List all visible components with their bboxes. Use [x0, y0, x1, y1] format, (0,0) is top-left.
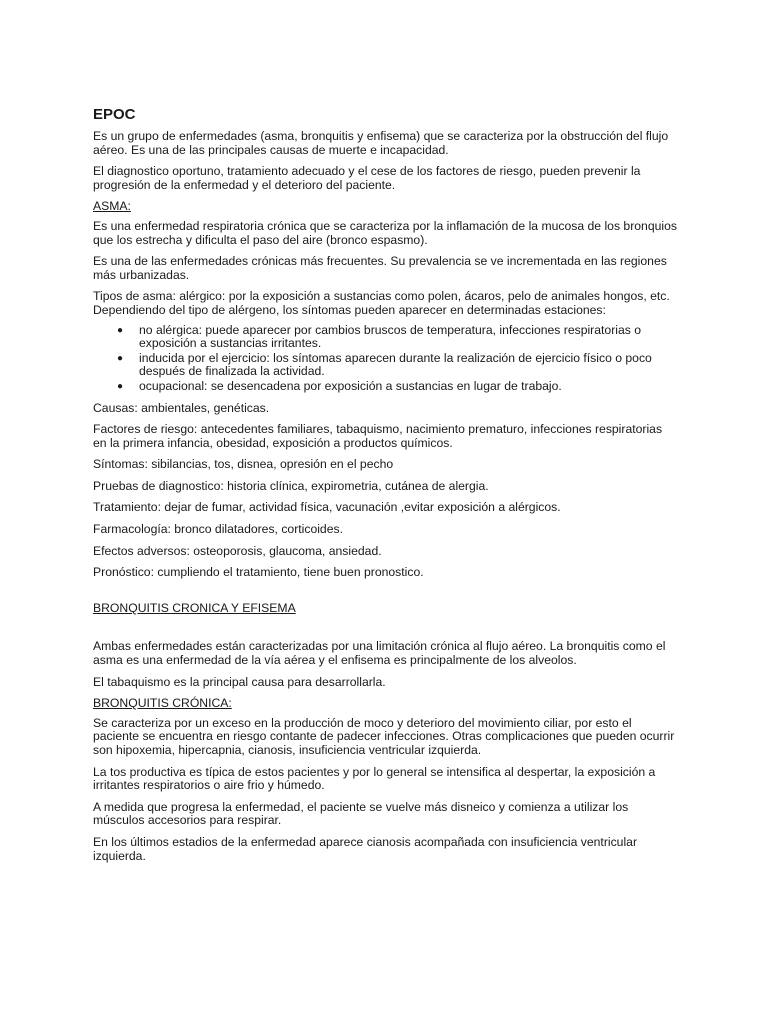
bronquitis-efisema-paragraph-1: Ambas enfermedades están caracterizadas por una limitación crónica al flujo aéreo. La bronquitis como el asma es una enfermedad de la vía aérea y el enfisema es principalmente de los alveolos. — [93, 639, 666, 668]
asma-types-list — [93, 324, 678, 394]
bullet-icon: ● — [117, 380, 124, 392]
asma-factores-riesgo: Factores de riesgo: antecedentes familiares, tabaquismo, nacimiento prematuro, infecciones respiratorias en la primera infancia, obesidad, exposición a productos químicos. — [93, 422, 663, 450]
asma-sintomas: Síntomas: sibilancias, tos, disnea, opresión en el pecho — [93, 457, 394, 472]
asma-paragraph-1: Es una enfermedad respiratoria crónica que se caracteriza por la inflamación de la mucosa de los bronquios que los estrecha y dificulta el paso del aire (bronco espasmo). — [93, 218, 677, 247]
intro-paragraph-2: El diagnostico oportuno, tratamiento adecuado y el cese de los factores de riesgo, pueden prevenir la progresión de la enfermedad y el deterioro del paciente. — [93, 164, 641, 192]
list-item-text: ocupacional: se desencadena por exposición a sustancias en lugar de trabajo. — [139, 378, 562, 393]
bronquitis-cronica-paragraph-2: La tos productiva es típica de estos pacientes y por lo general se intensifica al despertar, la exposición a irritantes respiratorios o aire frio y húmedo. — [93, 764, 656, 793]
list-item-text: no alérgica: puede aparecer por cambios bruscos de temperatura, infecciones respiratorias o exposición a sustancias irritantes. — [139, 322, 641, 351]
list-item-text: inducida por el ejercicio: los síntomas aparecen durante la realización de ejercicio físico o poco después de finalizada la actividad. — [139, 350, 652, 379]
asma-heading: ASMA: — [93, 199, 131, 214]
list-item — [93, 352, 678, 379]
document-page — [93, 106, 678, 871]
bronquitis-cronica-paragraph-3: A medida que progresa la enfermedad, el paciente se vuelve más disneico y comienza a utilizar los músculos accesorios para respirar. — [93, 799, 629, 828]
bronquitis-cronica-paragraph-1: Se caracteriza por un exceso en la producción de moco y deterioro del movimiento ciliar, por esto el paciente se encuentra en riesgo contante de padecer infecciones. Otras complicaciones que pueden ocurrir son hipoxemia, hipercapnia, cianosis, insuficiencia ventricular izquierda. — [93, 715, 675, 757]
bronquitis-cronica-paragraph-4: En los últimos estadios de la enfermedad aparece cianosis acompañada con insuficiencia ventricular izquierda. — [93, 834, 638, 863]
asma-paragraph-2: Es una de las enfermedades crónicas más frecuentes. Su prevalencia se ve incrementada en las regiones más urbanizadas. — [93, 254, 667, 282]
asma-types-paragraph: Tipos de asma: alérgico: por la exposición a sustancias como polen, ácaros, pelo de animales hongos, etc. Dependiendo del tipo de alérgeno, los síntomas pueden aparecer en determinadas estaciones: — [93, 289, 670, 317]
asma-pronostico: Pronóstico: cumpliendo el tratamiento, tiene buen pronostico. — [93, 565, 424, 580]
list-item — [93, 380, 678, 394]
asma-tratamiento: Tratamiento: dejar de fumar, actividad física, vacunación ,evitar exposición a alérgicos. — [93, 500, 561, 515]
asma-causas: Causas: ambientales, genéticas. — [93, 400, 270, 415]
asma-farmacologia: Farmacología: bronco dilatadores, corticoides. — [93, 522, 343, 537]
list-item — [93, 324, 678, 351]
asma-pruebas: Pruebas de diagnostico: historia clínica, expirometria, cutánea de alergia. — [93, 478, 489, 493]
intro-paragraph-1: Es un grupo de enfermedades (asma, bronquitis y enfisema) que se caracteriza por la obstrucción del flujo aéreo. Es una de las principales causas de muerte e incapacidad. — [93, 129, 669, 157]
bronquitis-efisema-heading: BRONQUITIS CRONICA Y EFISEMA — [93, 600, 296, 615]
bronquitis-efisema-paragraph-2: El tabaquismo es la principal causa para desarrollarla. — [93, 674, 386, 689]
asma-efectos-adversos: Efectos adversos: osteoporosis, glaucoma, ansiedad. — [93, 543, 382, 558]
bronquitis-cronica-heading: BRONQUITIS CRÓNICA: — [93, 696, 232, 711]
document-title: EPOC — [93, 106, 136, 123]
bullet-icon: ● — [117, 352, 124, 364]
bullet-icon: ● — [117, 324, 124, 336]
